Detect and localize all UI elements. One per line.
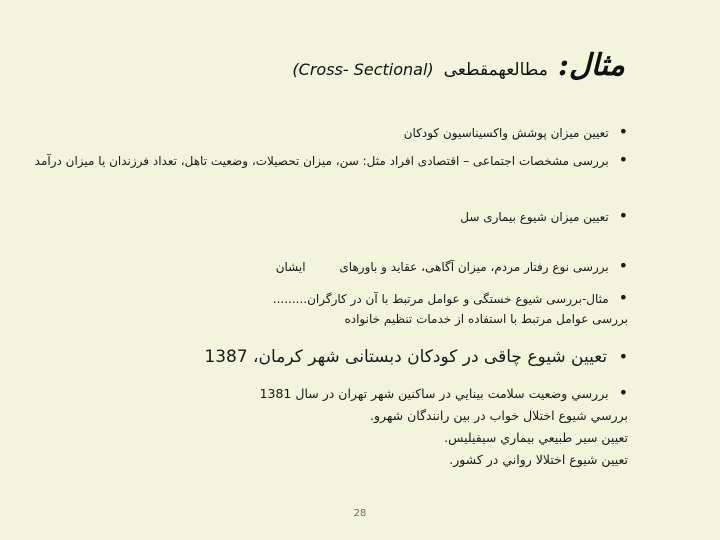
item-text: تعیین میزان شیوع بیماری سل [460,210,609,224]
bullet-item [18,345,628,369]
bullet-icon: • [618,122,628,141]
item-text-line-1: مثال-بررسی شیوع خستگی و عوامل مرتبط با آن در کارگران......... [272,292,609,306]
item-text: بررسی مشخصات اجتماعی – اقتصادی افراد مثل: سن، میزان تحصیلات، وضعیت تاهل، تعداد فرزندان یا میزان درآمد [34,154,609,168]
title-main: مثال: [557,48,625,83]
item-text: تعیین شیوع چاقی در کودکان دبستانی شهر کرمان، 1387 [204,347,608,367]
item-text-line-2: بررسي شيوع اختلال خواب در بين رانندگان شهرو. [370,408,628,423]
item-text-line-1: بررسي وضعيت سلامت بينايي در ساكنين شهر تهران در سال 1381 [259,386,609,401]
bullet-icon: • [618,206,628,225]
bullet-item [18,382,628,471]
bullet-item [18,288,628,329]
bullet-icon: • [618,256,628,275]
slide-title [292,48,625,83]
item-text-line-4: تعيين شيوع اختلالا رواني در كشور. [449,452,628,467]
title-latin: (Cross- Sectional) [292,60,434,79]
item-text-line-3: تعيين سير طبيعي بيماري سيفيليس. [444,430,628,445]
item-text-line-2: بررسی عوامل مرتبط با استفاده از خدمات تنظیم خانواده [344,312,628,326]
bullet-item [18,206,628,227]
bullet-icon: • [618,150,628,169]
page-number: 28 [353,508,367,519]
item-text: تعیین میزان پوشش واکسیناسیون کودکان [403,126,609,140]
bullet-item [18,256,628,277]
bullet-icon: • [618,347,628,366]
item-text: بررسی نوع رفتار مردم، میزان آگاهی، عقاید و باورهای [339,260,609,274]
bullet-item [18,150,628,171]
bullet-item [18,122,628,143]
title-subtitle: مطالعهمقطعی [443,60,548,80]
item-text-tail: ایشان [275,260,306,274]
bullet-icon: • [618,383,628,402]
bullet-icon: • [618,288,628,307]
